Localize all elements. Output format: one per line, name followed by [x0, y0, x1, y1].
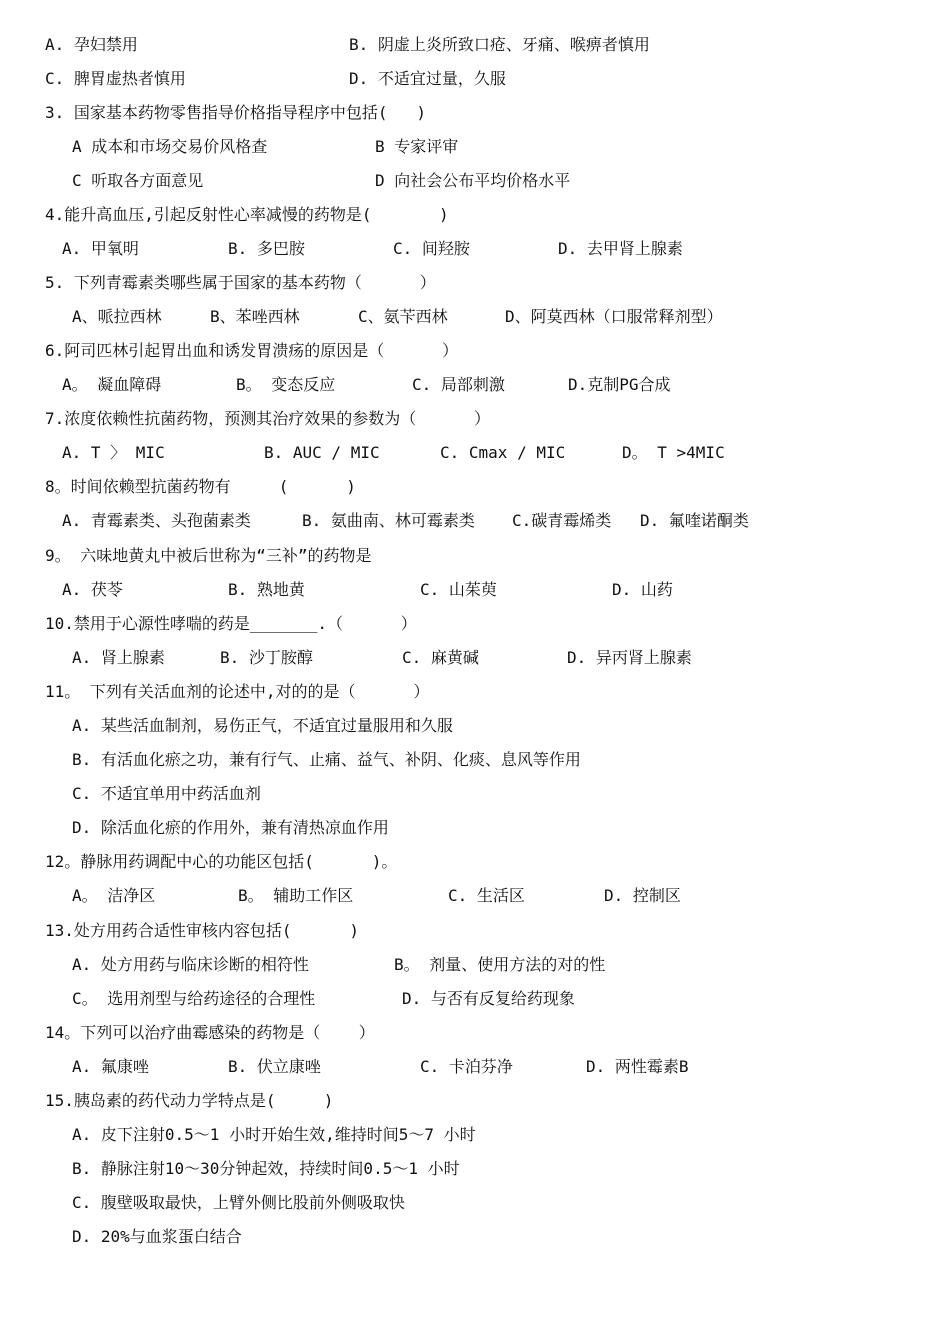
line-text: A. 某些活血制剂，易伤正气，不适宜过量服用和久服 [72, 716, 453, 735]
line-text: 5. 下列青霉素类哪些属于国家的基本药物（ ） [45, 273, 436, 292]
option-text: D。 T >4MIC [622, 443, 725, 462]
option-text: A 成本和市场交易价风格查 [72, 137, 268, 156]
line-text: 13.处方用药合适性审核内容包括( ) [45, 921, 359, 940]
option-text: D. 控制区 [604, 886, 681, 905]
option-text: A. 处方用药与临床诊断的相符性 [72, 955, 309, 974]
option-text: D. 与否有反复给药现象 [402, 989, 575, 1008]
line-text: 11。 下列有关活血剂的论述中,对的的是（ ） [45, 682, 430, 701]
text-line [0, 164, 950, 198]
line-text: 12。静脉用药调配中心的功能区包括( )。 [45, 852, 398, 871]
line-text: B. 静脉注射10～30分钟起效，持续时间0.5～1 小时 [72, 1159, 460, 1178]
option-text: C. 生活区 [448, 886, 525, 905]
line-text: D. 除活血化瘀的作用外，兼有清热凉血作用 [72, 818, 389, 837]
option-text: B. 多巴胺 [228, 239, 305, 258]
text-line [0, 914, 950, 948]
option-text: B. 沙丁胺醇 [220, 648, 313, 667]
line-text: 3. 国家基本药物零售指导价格指导程序中包括( ) [45, 103, 427, 122]
option-text: B。 辅助工作区 [238, 886, 354, 905]
line-text: C. 不适宜单用中药活血剂 [72, 784, 261, 803]
option-text: A. 孕妇禁用 [45, 35, 138, 54]
option-text: D、阿莫西林（口服常释剂型） [505, 307, 723, 326]
text-line [0, 641, 950, 675]
option-text: C. Cmax / MIC [440, 443, 566, 462]
option-text: C. 脾胃虚热者慎用 [45, 69, 186, 88]
option-text: A、哌拉西林 [72, 307, 162, 326]
line-text: D. 20%与血浆蛋白结合 [72, 1227, 242, 1246]
text-line [0, 266, 950, 300]
text-line [0, 198, 950, 232]
text-line [0, 1152, 950, 1186]
text-line [0, 504, 950, 538]
line-text: A. 皮下注射0.5～1 小时开始生效,维持时间5～7 小时 [72, 1125, 476, 1144]
option-text: C. 局部刺激 [412, 375, 505, 394]
option-text: B。 变态反应 [236, 375, 336, 394]
text-line [0, 28, 950, 62]
option-text: C. 间羟胺 [393, 239, 470, 258]
line-text: 9。 六味地黄丸中被后世称为“三补”的药物是 [45, 546, 372, 565]
option-text: D. 异丙肾上腺素 [567, 648, 692, 667]
option-text: B. 伏立康唑 [228, 1057, 321, 1076]
option-text: C。 选用剂型与给药途径的合理性 [72, 989, 316, 1008]
option-text: B 专家评审 [375, 137, 459, 156]
text-line [0, 811, 950, 845]
text-line [0, 1050, 950, 1084]
text-line [0, 1186, 950, 1220]
line-text: 4.能升高血压,引起反射性心率减慢的药物是( ) [45, 205, 449, 224]
option-text: B. AUC / MIC [264, 443, 380, 462]
option-text: B. 阴虚上炎所致口疮、牙痛、喉痹者慎用 [349, 35, 650, 54]
text-line [0, 777, 950, 811]
text-line [0, 62, 950, 96]
option-text: D. 不适宜过量，久服 [349, 69, 506, 88]
option-text: C. 山茱萸 [420, 580, 497, 599]
option-text: C、氨苄西林 [358, 307, 448, 326]
option-text: C.碳青霉烯类 [512, 511, 612, 530]
line-text: 10.禁用于心源性哮喘的药是_______.（ ） [45, 614, 417, 633]
text-line [0, 334, 950, 368]
text-line [0, 845, 950, 879]
option-text: A. 青霉素类、头孢菌素类 [62, 511, 251, 530]
option-text: B. 氨曲南、林可霉素类 [302, 511, 475, 530]
option-text: D.克制PG合成 [568, 375, 671, 394]
option-text: A. T 〉 MIC [62, 443, 165, 462]
line-text: 7.浓度依赖性抗菌药物，预测其治疗效果的参数为（ ） [45, 409, 491, 428]
text-line [0, 539, 950, 573]
text-line [0, 948, 950, 982]
text-line [0, 1118, 950, 1152]
line-text: 6.阿司匹林引起胃出血和诱发胃溃疡的原因是（ ） [45, 341, 459, 360]
text-line [0, 1016, 950, 1050]
option-text: C 听取各方面意见 [72, 171, 204, 190]
option-text: D. 两性霉素B [586, 1057, 689, 1076]
option-text: A. 氟康唑 [72, 1057, 149, 1076]
text-line [0, 300, 950, 334]
option-text: A. 茯苓 [62, 580, 123, 599]
text-line [0, 607, 950, 641]
option-text: C. 麻黄碱 [402, 648, 479, 667]
text-line [0, 96, 950, 130]
text-line [0, 436, 950, 470]
line-text: 14。下列可以治疗曲霉感染的药物是（ ） [45, 1023, 375, 1042]
line-text: B. 有活血化瘀之功，兼有行气、止痛、益气、补阴、化痰、息风等作用 [72, 750, 581, 769]
option-text: B、苯唑西林 [210, 307, 300, 326]
option-text: D. 山药 [612, 580, 673, 599]
text-line [0, 879, 950, 913]
option-text: A. 肾上腺素 [72, 648, 165, 667]
option-text: B。 剂量、使用方法的对的性 [394, 955, 606, 974]
text-line [0, 1084, 950, 1118]
text-line [0, 368, 950, 402]
option-text: D 向社会公布平均价格水平 [375, 171, 571, 190]
option-text: A。 凝血障碍 [62, 375, 162, 394]
option-text: C. 卡泊芬净 [420, 1057, 513, 1076]
text-line [0, 743, 950, 777]
option-text: D. 去甲肾上腺素 [558, 239, 683, 258]
option-text: A。 洁净区 [72, 886, 156, 905]
text-line [0, 1220, 950, 1254]
text-line [0, 470, 950, 504]
line-text: 8。时间依赖型抗菌药物有 ( ) [45, 477, 356, 496]
line-text: C. 腹壁吸取最快，上臂外侧比股前外侧吸取快 [72, 1193, 405, 1212]
text-line [0, 675, 950, 709]
option-text: D. 氟喹诺酮类 [640, 511, 749, 530]
text-line [0, 982, 950, 1016]
text-line [0, 130, 950, 164]
option-text: A. 甲氧明 [62, 239, 139, 258]
line-text: 15.胰岛素的药代动力学特点是( ) [45, 1091, 334, 1110]
text-line [0, 232, 950, 266]
option-text: B. 熟地黄 [228, 580, 305, 599]
text-line [0, 573, 950, 607]
text-line [0, 709, 950, 743]
text-line [0, 402, 950, 436]
